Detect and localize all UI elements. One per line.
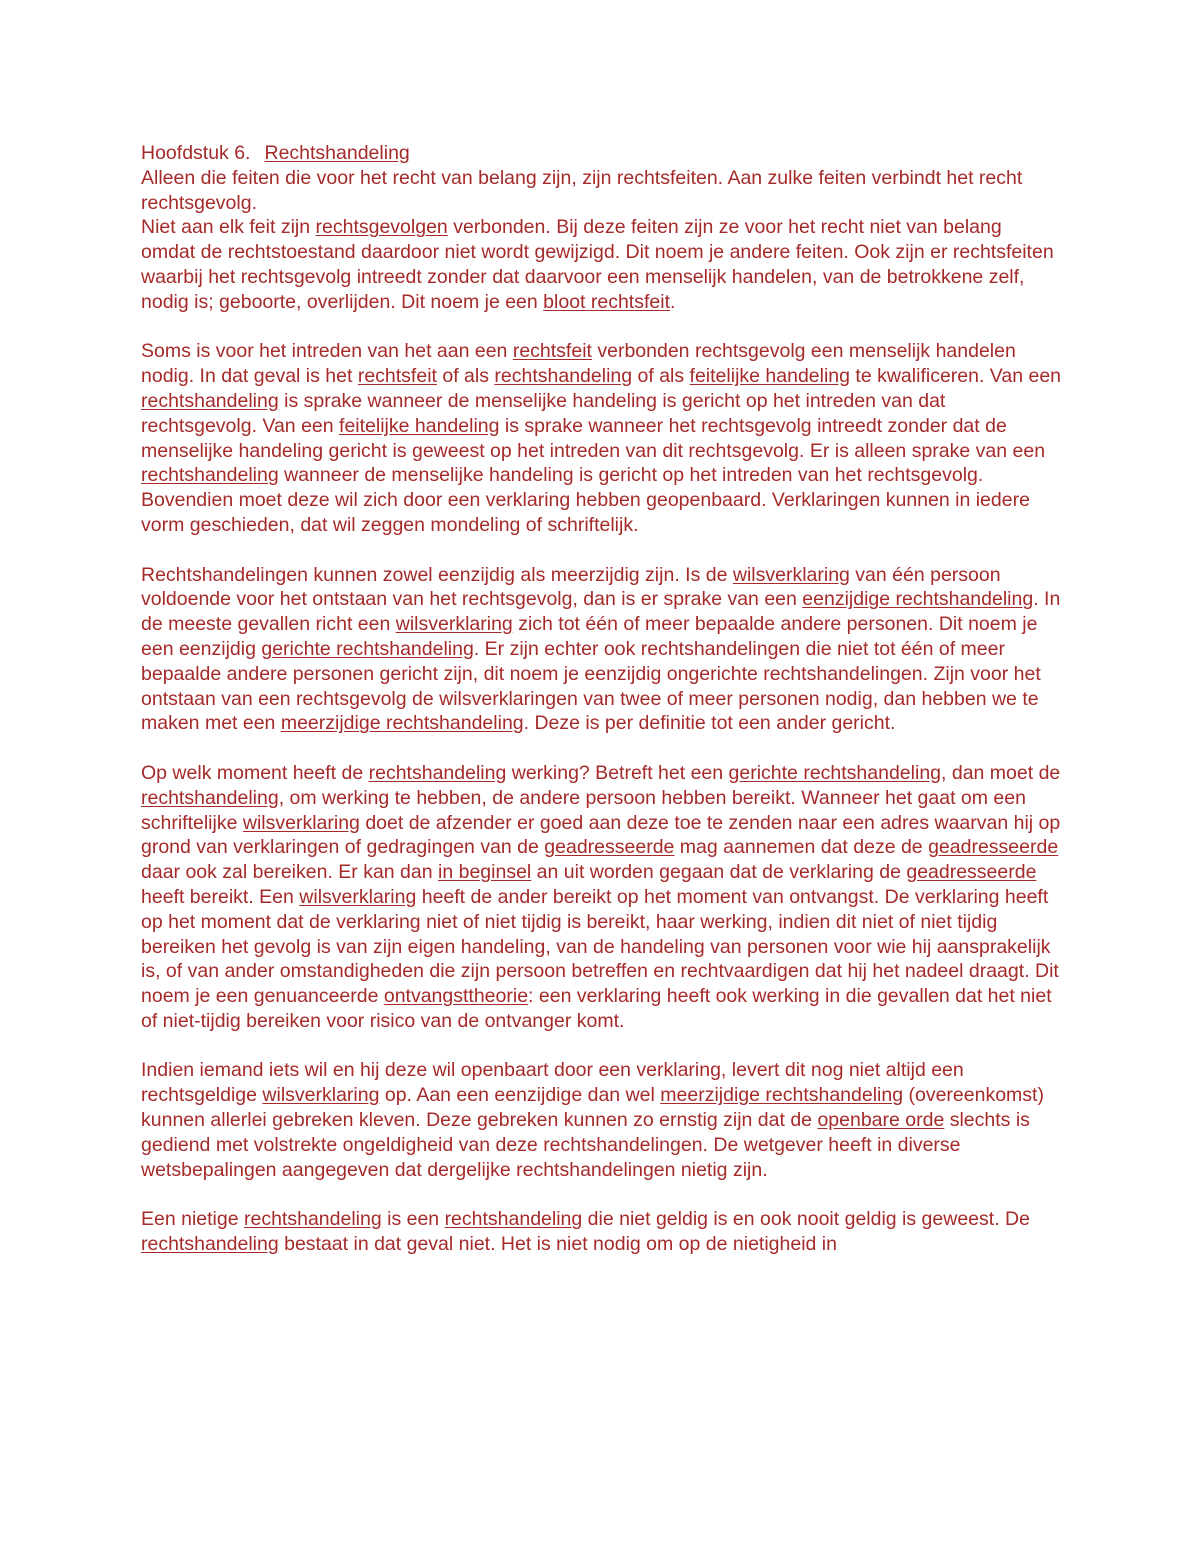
paragraph-text: is een <box>381 1208 445 1231</box>
paragraph-text: , om werking te hebben, de andere persoon hebben bereikt. Wanneer het gaat om een schriftelijke <box>141 786 1026 834</box>
paragraph-text: bestaat in dat geval niet. Het is niet nodig om op de nietigheid in <box>278 1233 837 1256</box>
hyperlink-term[interactable]: in beginsel <box>438 861 532 884</box>
paragraph-text: daar ook zal bereiken. Er kan dan <box>141 861 439 884</box>
chapter-number: Hoofdstuk 6. <box>141 142 251 164</box>
hyperlink-term[interactable]: rechtsfeit <box>512 340 592 363</box>
paragraph-text: zich tot één of meer bepaalde andere personen. Dit noem je een eenzijdig <box>141 613 1038 660</box>
hyperlink-term[interactable]: feitelijke handeling <box>339 414 500 437</box>
paragraph <box>141 1207 1061 1257</box>
hyperlink-term[interactable]: wilsverklaring <box>299 885 417 908</box>
paragraph-text: die niet geldig is en ook nooit geldig is geweest. De <box>582 1208 1030 1231</box>
paragraph-text: werking? Betreft het een <box>506 761 729 784</box>
document-body <box>141 141 1061 1282</box>
paragraph-text: Een nietige <box>141 1208 244 1231</box>
paragraph-text: Alleen die feiten die voor het recht van belang zijn, zijn rechtsfeiten. Aan zulke feiten verbindt het recht rechtsgevolg. <box>141 166 1023 214</box>
hyperlink-term[interactable]: openbare orde <box>817 1109 945 1132</box>
hyperlink-term[interactable]: wilsverklaring <box>395 613 513 636</box>
paragraph-text: van één persoon voldoende voor het ontstaan van het rechtsgevolg, dan is er sprake van een <box>141 563 1001 611</box>
paragraph <box>141 563 1061 737</box>
hyperlink-term[interactable]: rechtshandeling <box>444 1208 583 1231</box>
paragraph <box>141 166 1061 216</box>
paragraph-text: Niet aan elk feit zijn <box>141 216 316 239</box>
paragraph-text: verbonden. Bij deze feiten zijn ze voor het recht niet van belang omdat de rechtstoestand daardoor niet wordt gewijzigd. Dit noem je andere feiten. Ook zijn er rechtsfeiten waarbij het rechtsgevolg intreedt zonder dat daarvoor een menselijk handelen, van de betrokkene zelf, nodig is; geboorte, overlijden. Dit noem je een <box>141 216 1054 313</box>
paragraph-text: an uit worden gegaan dat de verklaring de <box>531 861 907 884</box>
hyperlink-term[interactable]: rechtsgevolgen <box>315 216 448 239</box>
hyperlink-term[interactable]: gerichte rechtshandeling <box>728 761 942 784</box>
paragraph-text: doet de afzender er goed aan deze toe te zenden naar een adres waarvan hij op grond van verklaringen of gedragingen van de <box>141 811 1061 859</box>
paragraph-text: Op welk moment heeft de <box>141 761 369 784</box>
hyperlink-term[interactable]: rechtshandeling <box>141 1233 279 1256</box>
paragraph-text: Indien iemand iets wil en hij deze wil openbaart door een verklaring, levert dit nog niet altijd een rechtsgeldige <box>141 1059 964 1107</box>
paragraph-text: slechts is gediend met volstrekte ongeldigheid van deze rechtshandelingen. De wetgever heeft in diverse wetsbepalingen aangegeven dat dergelijke rechtshandelingen nietig zijn. <box>141 1109 1030 1181</box>
paragraph-text: wanneer de menselijke handeling is gericht op het intreden van het rechtsgevolg. Bovendien moet deze wil zich door een verklaring hebben geopenbaard. Verklaringen kunnen in iedere vorm geschieden, dat wil zeggen mondeling of schriftelijk. <box>141 464 1030 536</box>
paragraph-text: of als <box>436 365 495 388</box>
paragraph-text: is sprake wanneer de menselijke handeling is gericht op het intreden van dat rechtsgevolg. Van een <box>141 389 946 437</box>
paragraph-text: te kwalificeren. Van een <box>850 365 1062 388</box>
hyperlink-term[interactable]: rechtshandeling <box>141 786 279 809</box>
hyperlink-term[interactable]: ontvangsttheorie <box>383 985 529 1008</box>
hyperlink-term[interactable]: geadresseerde <box>544 836 675 859</box>
paragraph-text: heeft de ander bereikt op het moment van ontvangst. De verklaring heeft op het moment dat de verklaring niet of niet tijdig is bereikt, haar werking, indien dit niet of niet tijdig bereiken het gevolg is van zijn eigen handeling, van de handeling van personen voor wie hij aansprakelijk is, of van ander omstandigheden die zijn persoon betreffen en rechtvaardigen dat hij het nadeel draagt. Dit noem je een genuanceerde <box>141 885 1059 1008</box>
chapter-title: Rechtshandeling <box>264 142 410 164</box>
hyperlink-term[interactable]: bloot rechtsfeit <box>543 290 670 313</box>
paragraph-text: heeft bereikt. Een <box>141 885 300 908</box>
paragraph-text: : een verklaring heeft ook werking in die gevallen dat het niet of niet-tijdig bereiken voor risico van de ontvanger komt. <box>141 985 1052 1032</box>
hyperlink-term[interactable]: geadresseerde <box>928 836 1059 859</box>
paragraph <box>141 215 1061 314</box>
hyperlink-term[interactable]: wilsverklaring <box>262 1084 380 1107</box>
paragraph-text: of als <box>632 365 690 388</box>
hyperlink-term[interactable]: rechtshandeling <box>494 365 633 388</box>
hyperlink-term[interactable]: eenzijdige rechtshandeling <box>802 588 1034 611</box>
paragraph-text: is sprake wanneer het rechtsgevolg intreedt zonder dat de menselijke handeling gericht is geweest op het intreden van dit rechtsgevolg. Er is alleen sprake van een <box>141 414 1046 462</box>
paragraph-text: verbonden rechtsgevolg een menselijk handelen nodig. In dat geval is het <box>141 340 1016 388</box>
hyperlink-term[interactable]: wilsverklaring <box>242 811 360 834</box>
paragraph <box>141 761 1061 1034</box>
hyperlink-term[interactable]: rechtshandeling <box>141 464 279 487</box>
paragraph-text: Soms is voor het intreden van het aan een <box>141 340 513 363</box>
hyperlink-term[interactable]: meerzijdige rechtshandeling <box>280 712 524 735</box>
hyperlink-term[interactable]: gerichte rechtshandeling <box>261 637 474 660</box>
paragraph-text: , dan moet de <box>941 761 1061 784</box>
paragraph-text: op. Aan een eenzijdige dan wel <box>379 1084 661 1107</box>
paragraph-text: . In de meeste gevallen richt een <box>141 588 1061 636</box>
paragraph-text: Rechtshandelingen kunnen zowel eenzijdig als meerzijdig zijn. Is de <box>141 563 733 586</box>
hyperlink-term[interactable]: feitelijke handeling <box>689 365 850 388</box>
hyperlink-term[interactable]: geadresseerde <box>906 861 1037 884</box>
paragraph <box>141 1058 1061 1182</box>
chapter-heading <box>141 141 1061 166</box>
paragraph-text: . <box>670 290 676 313</box>
paragraph <box>141 339 1061 537</box>
paragraphs-container <box>141 166 1061 1257</box>
hyperlink-term[interactable]: rechtshandeling <box>141 389 279 412</box>
paragraph-text: mag aannemen dat deze de <box>674 836 929 859</box>
hyperlink-term[interactable]: rechtsfeit <box>357 365 437 388</box>
paragraph-text: (overeenkomst) kunnen allerlei gebreken kleven. Deze gebreken kunnen zo ernstig zijn dat de <box>141 1084 1044 1132</box>
hyperlink-term[interactable]: rechtshandeling <box>244 1208 382 1231</box>
paragraph-text: . Er zijn echter ook rechtshandelingen die niet tot één of meer bepaalde andere personen gericht zijn, dit noem je eenzijdig ongerichte rechtshandelingen. Zijn voor het ontstaan van een rechtsgevolg de wilsverklaringen van twee of meer personen nodig, dan hebben we te maken met een <box>141 637 1041 735</box>
hyperlink-term[interactable]: meerzijdige rechtshandeling <box>660 1084 904 1107</box>
hyperlink-term[interactable]: rechtshandeling <box>368 761 507 784</box>
hyperlink-term[interactable]: wilsverklaring <box>732 563 850 586</box>
paragraph-text: . Deze is per definitie tot een ander gericht. <box>523 712 896 735</box>
